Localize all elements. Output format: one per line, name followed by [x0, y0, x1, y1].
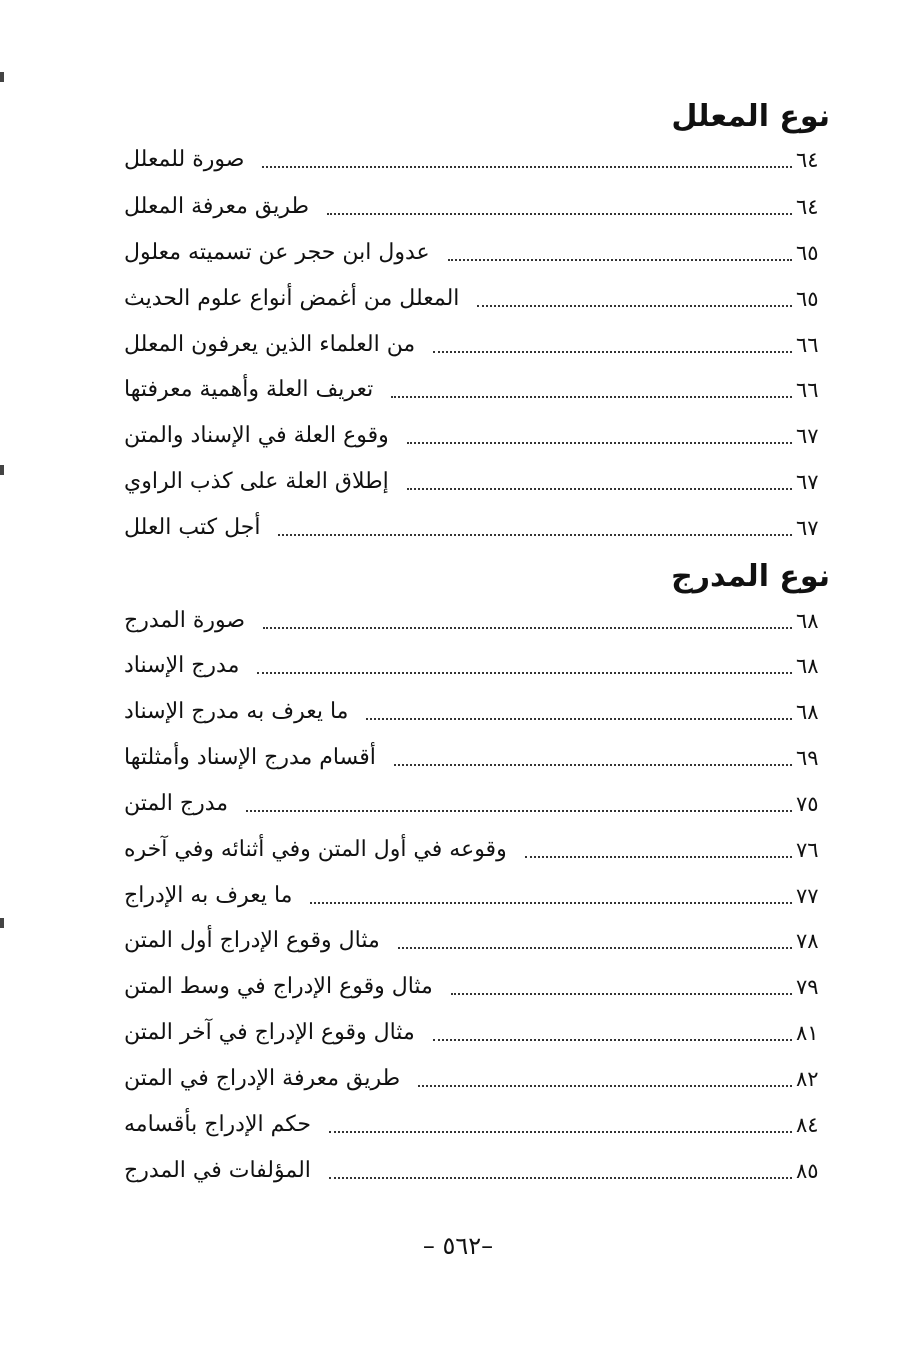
toc-page-number: ٧٥ — [796, 792, 819, 816]
dot-leader — [433, 1039, 792, 1041]
toc-page-number: ٦٨ — [796, 700, 819, 724]
toc-page-number: ٧٧ — [796, 884, 819, 908]
toc-entry[interactable] — [118, 508, 830, 548]
toc-entry[interactable] — [118, 967, 830, 1007]
toc-entry-title: عدول ابن حجر عن تسميته معلول — [124, 240, 430, 265]
toc-entry-title: إطلاق العلة على كذب الراوي — [124, 469, 389, 494]
dot-leader — [433, 351, 792, 353]
toc-entry-title: ما يعرف به الإدراج — [124, 883, 293, 908]
dot-leader — [262, 166, 792, 168]
dot-leader — [329, 1131, 792, 1133]
toc-entry[interactable] — [118, 876, 830, 916]
dot-leader — [418, 1085, 792, 1087]
toc-entry[interactable] — [118, 738, 830, 778]
toc-entry[interactable] — [118, 601, 830, 641]
dot-leader — [366, 718, 792, 720]
toc-page-number: ٦٧ — [796, 424, 819, 448]
toc-page-number: ٦٩ — [796, 746, 819, 770]
toc-entry-title: طريق معرفة الإدراج في المتن — [124, 1066, 401, 1091]
page-number-footer: – ٥٦٢– — [422, 1232, 494, 1260]
toc-entry-title: مثال وقوع الإدراج أول المتن — [124, 928, 380, 953]
toc-page-number: ٧٦ — [796, 838, 819, 862]
toc-entry[interactable] — [118, 187, 830, 227]
toc-entry[interactable] — [118, 646, 830, 686]
toc-entry[interactable] — [118, 140, 830, 180]
dot-leader — [448, 259, 792, 261]
section-title: نوع المدرج — [671, 559, 830, 594]
toc-page-number: ٨٥ — [796, 1159, 819, 1183]
toc-entry[interactable] — [118, 233, 830, 273]
dot-leader — [327, 213, 792, 215]
toc-page-number: ٦٨ — [796, 654, 819, 678]
toc-entry-title: وقوعه في أول المتن وفي أثنائه وفي آخره — [124, 837, 507, 862]
toc-entry-title: مدرج المتن — [124, 791, 229, 816]
dot-leader — [477, 305, 792, 307]
toc-entry-title: طريق معرفة المعلل — [124, 194, 310, 219]
dot-leader — [391, 396, 792, 398]
toc-page-number: ٦٧ — [796, 516, 819, 540]
toc-entry[interactable] — [118, 1059, 830, 1099]
toc-entry[interactable] — [118, 921, 830, 961]
dot-leader — [398, 947, 792, 949]
toc-entry[interactable] — [118, 462, 830, 502]
toc-entry[interactable] — [118, 325, 830, 365]
toc-entry-title: مثال وقوع الإدراج في آخر المتن — [124, 1020, 415, 1045]
dot-leader — [278, 534, 792, 536]
toc-entry-title: المؤلفات في المدرج — [124, 1158, 311, 1183]
toc-entry[interactable] — [118, 830, 830, 870]
toc-entry-title: المعلل من أغمض أنواع علوم الحديث — [124, 286, 460, 311]
dot-leader — [407, 442, 792, 444]
toc-entry-title: من العلماء الذين يعرفون المعلل — [124, 332, 416, 357]
toc-entry[interactable] — [118, 370, 830, 410]
dot-leader — [525, 856, 792, 858]
toc-entry[interactable] — [118, 692, 830, 732]
toc-entry-title: صورة المدرج — [124, 608, 246, 633]
toc-page-number: ٨٢ — [796, 1067, 819, 1091]
dot-leader — [329, 1177, 792, 1179]
toc-entry-title: مدرج الإسناد — [124, 653, 240, 678]
toc-page-number: ٦٦ — [796, 333, 819, 357]
toc-entry-title: مثال وقوع الإدراج في وسط المتن — [124, 974, 433, 999]
toc-page-number: ٦٤ — [796, 148, 819, 172]
toc-page-number: ٦٤ — [796, 195, 819, 219]
toc-entry-title: ما يعرف به مدرج الإسناد — [124, 699, 349, 724]
dot-leader — [257, 672, 792, 674]
toc-entry-title: أجل كتب العلل — [124, 515, 261, 540]
toc-page-number: ٨٤ — [796, 1113, 819, 1137]
toc-page-number: ٦٥ — [796, 241, 819, 265]
toc-entry-title: صورة للمعلل — [124, 147, 245, 172]
scan-edge-mark — [0, 918, 4, 928]
section-title: نوع المعلل — [671, 99, 830, 134]
scan-edge-mark — [0, 465, 4, 475]
dot-leader — [394, 764, 792, 766]
toc-page-number: ٦٦ — [796, 378, 819, 402]
toc-page-number: ٦٧ — [796, 470, 819, 494]
toc-entry-title: حكم الإدراج بأقسامه — [124, 1112, 312, 1137]
dot-leader — [263, 627, 792, 629]
scan-edge-mark — [0, 72, 4, 82]
dot-leader — [246, 810, 792, 812]
toc-page-number: ٧٨ — [796, 929, 819, 953]
dot-leader — [451, 993, 792, 995]
toc-page-number: ٦٥ — [796, 287, 819, 311]
toc-page-number: ٧٩ — [796, 975, 819, 999]
toc-entry[interactable] — [118, 279, 830, 319]
toc-entry-title: وقوع العلة في الإسناد والمتن — [124, 423, 389, 448]
toc-entry[interactable] — [118, 784, 830, 824]
toc-entry[interactable] — [118, 1151, 830, 1191]
toc-entry[interactable] — [118, 1105, 830, 1145]
toc-page-number: ٦٨ — [796, 609, 819, 633]
dot-leader — [310, 902, 792, 904]
toc-entry-title: أقسام مدرج الإسناد وأمثلتها — [124, 745, 376, 770]
toc-entry[interactable] — [118, 416, 830, 456]
dot-leader — [407, 488, 792, 490]
toc-entry-title: تعريف العلة وأهمية معرفتها — [124, 377, 374, 402]
toc-entry[interactable] — [118, 1013, 830, 1053]
toc-page-number: ٨١ — [796, 1021, 819, 1045]
